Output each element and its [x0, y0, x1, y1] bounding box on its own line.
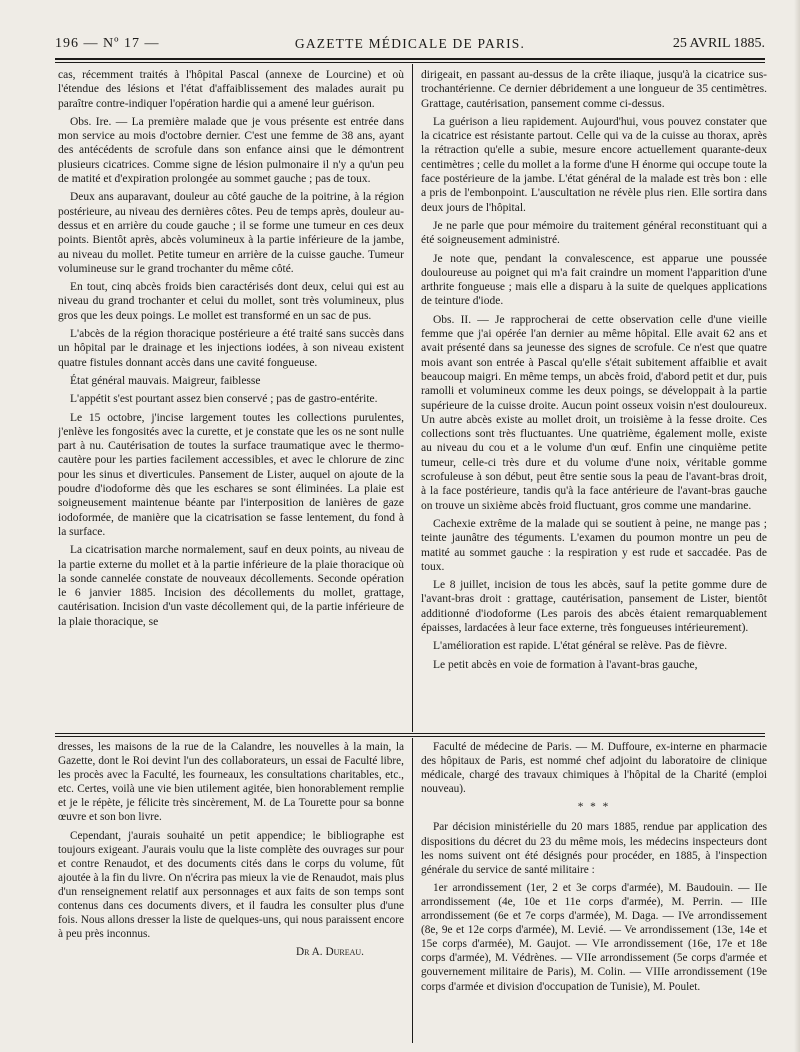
paragraph: Deux ans auparavant, douleur au côté gauche de la poitrine, à la région postérieure, au niveau des dernières côtes. Peu de temps après, douleur au-dessus et en arrière du coude gauche ; il se forme une tumeur en ces deux points. Bientôt après, abcès volumineux à la partie inférieure de la jambe, au niveau du mollet. Petite tumeur en arrière de la cuisse gauche. Tumeur volumineuse sur le grand trochanter du même côté.: [58, 191, 404, 275]
paragraph: Cachexie extrême de la malade qui se soutient à peine, ne mange pas ; teinte jaunâtre des téguments. L'examen du poumon montre un peu de matité au sommet gauche : la respiration y est rude et saccadée. Pas de toux.: [421, 517, 767, 573]
paragraph: dresses, les maisons de la rue de la Calandre, les nouvelles à la main, la Gazette, dont le Roi devint l'un des collaborateurs, un essai de Faculté libre, les procès avec la Faculté, les fourneaux, les consultations charitables, etc., etc. Certes, voilà une vie bien utilement agitée, bien honorablement remplie et je le répète, je félicite très sincèrement, M. de La Tourette pour sa bonne œuvre et son bon livre.: [58, 741, 404, 824]
article-column-1: [58, 68, 404, 728]
paragraph: Faculté de médecine de Paris. — M. Duffoure, ex-interne en pharmacie des hôpitaux de Paris, est nommé chef adjoint du laboratoire de clinique médicale, chargé des travaux chimiques à l'hôpital de la Charité (emploi nouveau).: [421, 741, 767, 796]
article-column-2: [421, 68, 767, 728]
author-signature: Dr A. Dureau.: [295, 946, 364, 959]
paragraph: Le 15 octobre, j'incise largement toutes les collections purulentes, j'enlève les fongosités avec la curette, et je constate que les os ne sont nulle part à nu. Cautérisation de toutes la surface traumatique avec le thermo-cautère pour les parties facilement accessibles, et avec le chlorure de zinc pour les sinus et diverticules. Pansement de Lister, auquel on ajoute de la poudre d'iodoforme dès que les eschares se sont éliminées. La plaie est soigneusement maintenue béante par l'interposition de lanières de gaze iodoformée, de manière que la cicatrisation se fasse lentement, du fond à la surface.: [58, 411, 404, 538]
news-column: [421, 740, 767, 1040]
paragraph: Le petit abcès en voie de formation à l'avant-bras gauche,: [433, 658, 698, 671]
paragraph: Je note que, pendant la convalescence, est apparue une poussée douloureuse au poignet qui m'a fait craindre un moment l'apparition d'une arthrite fongueuse ; mais elle a disparu à la suite de quelques applications de teinture d'iode.: [421, 252, 767, 308]
paragraph: 1er arrondissement (1er, 2 et 3e corps d'armée), M. Baudouin. — IIe arrondissement (4e, 10e et 11e corps d'armée), M. Perrin. — IIIe arrondissement (6e et 7e corps d'armée), M. Daga. — IVe arrondissement (8e, 9e et 12e corps d'armée), M. Levié. — Ve arrondissement (13e, 14e et 15e corps d'armée), M. Gaujot. — VIe arrondissement (16e, 17e et 18e corps d'armée), M. Védrènes. — VIIe arrondissement (5e corps d'armée et gouvernement militaire de Paris), M. Colin. — VIIIe arrondissement (19e corps d'armée et division d'occupation de Tunisie), M. Poulet.: [421, 881, 767, 993]
paragraph: L'amélioration est rapide. L'état général se relève. Pas de fièvre.: [433, 640, 728, 653]
paragraph: L'abcès de la région thoracique postérieure a été traité sans succès dans un hôpital par le drainage et les injections iodées, à son niveau existent quatre fistules donnant accès dans une cavité fongueuse.: [58, 328, 404, 369]
header-rule: [55, 58, 765, 63]
paragraph: État général mauvais. Maigreur, faiblesse: [70, 374, 261, 387]
column-divider-bottom: [412, 738, 413, 1043]
paragraph: Par décision ministérielle du 20 mars 1885, rendue par application des dispositions du décret du 23 du même mois, les médecins inspecteurs dont les noms suivent ont été désignés pour procéder, en 1885, à l'inspection générale du service de santé militaire :: [421, 821, 767, 876]
asterism: * * *: [577, 801, 611, 814]
feuilleton-column: [58, 740, 404, 1040]
journal-title: GAZETTE MÉDICALE DE PARIS.: [294, 36, 526, 51]
page-header: [55, 36, 765, 58]
column-divider-top: [412, 64, 413, 732]
paragraph: dirigeait, en passant au-dessus de la crête iliaque, jusqu'à la cicatrice sus-trochantérienne. Ce dernier débridement a une longueur de 35 centimètres. Grattage, cautérisation, pansement comme ci-dessus.: [421, 69, 767, 110]
page-edge: [794, 0, 800, 1052]
paragraph: cas, récemment traités à l'hôpital Pascal (annexe de Lourcine) et où l'étendue des lésions et l'état d'affaiblissement des malades aurait pu paraître contre-indiquer l'opération hardie qui a amené leur guérison.: [58, 69, 404, 110]
issue-date: 25 AVRIL 1885.: [672, 36, 765, 51]
paragraph: La cicatrisation marche normalement, sauf en deux points, au niveau de la partie externe du mollet et à la partie inférieure de la plaie thoracique où la sonde cannelée constate de nouveaux décollements. Seconde opération le 6 janvier 1885. Incision des décollements du mollet, grattage, cautérisation. Incision d'un vaste décollement qui, de la partie inférieure de la plaie thoracique, se: [58, 544, 404, 628]
paragraph: Obs. II. — Je rapprocherai de cette observation celle d'une vieille femme que j'ai opérée l'an dernier au même hôpital. Elle avait 62 ans et avait présenté dans sa jeunesse des signes de scrofule. Ce n'est que quatre mois avant son entrée à Pascal qu'elle s'était subitement affaiblie et avait beaucoup maigri. En même temps, un abcès froid, d'abord petit et dur, puis ramolli et volumineux comme les deux poings, se développait à la partie supérieure de la cuisse droite. Aucun point osseux voisin n'est douloureux. Un autre abcès existe au mollet droit, un troisième à la fesse droite. Ces collections sont très fluctuantes. Une quatrième, également molle, existe au niveau du cou et a le volume d'un œuf. Enfin une cinquième petite tumeur, celle-ci très dure et du volume d'une noix, véritable gomme scrofuleuse à son début, peut être sentie sous la peau de l'avant-bras droit, à la face postérieure, tandis qu'à la face antérieure de l'avant-bras gauche on trouve un sixième abcès froid fluctuant, gros comme une mandarine.: [421, 313, 767, 512]
page-number: 196 — Nº 17 —: [55, 36, 160, 51]
paragraph: Obs. Ire. — La première malade que je vous présente est entrée dans mon service au mois d'octobre dernier. C'est une femme de 38 ans, ayant des antécédents de scrofule dans son enfance ainsi que le démontrent plusieurs cicatrices. Comme signe de lésion pulmonaire il n'y a qu'un peu de matité et d'expiration prolongée au sommet gauche ; pas de toux.: [58, 115, 404, 186]
paragraph: En tout, cinq abcès froids bien caractérisés dont deux, celui qui est au niveau du grand trochanter et celui du mollet, sont très volumineux, plus gros que les deux poings. Le mollet est transformé en un sac de pus.: [58, 281, 404, 322]
paragraph: Le 8 juillet, incision de tous les abcès, sauf la petite gomme dure de l'avant-bras droit : grattage, cautérisation, pansement de Lister, bientôt additionné d'iodoforme (Les parois des abcès étaient remarquablement épaisses, lardacées à leur face externe, très fongueuses intérieurement).: [421, 579, 767, 634]
feuilleton-rule: [55, 733, 765, 737]
paragraph: L'appétit s'est pourtant assez bien conservé ; pas de gastro-entérite.: [70, 393, 378, 406]
paragraph: Cependant, j'aurais souhaité un petit appendice; le bibliographe est toujours exigeant. J'aurais voulu que la liste complète des ouvrages sur pour et contre Renaudot, et des documents cités dans le corps du volume, fût ajoutée à la fin du livre. On n'écrira pas mieux la vie de Renaudot, mais plus d'un renseignement relatif aux personnages et aux faits de son temps sont contenus dans ces documents divers, et il faudra les consulter plus d'une fois. Nous allons dresser la liste de quelques-uns, qui nous paraissent encore à peu près inconnus.: [58, 829, 404, 941]
paragraph: Je ne parle que pour mémoire du traitement général reconstituant qui a été soigneusement administré.: [421, 219, 767, 247]
paragraph: La guérison a lieu rapidement. Aujourd'hui, vous pouvez constater que la cicatrice est résistante partout. Celle qui va de la cuisse au thorax, après la rétraction qu'elle a subie, mesure encore actuellement quarante-deux centimètres ; celle du mollet a la forme d'une H énorme qui occupe toute la face postérieure de la jambe. L'état général de la malade est très bon : elle a pris de l'embonpoint. L'auscultation ne révèle plus rien. Elle sortira dans deux jours de l'hôpital.: [421, 115, 767, 214]
